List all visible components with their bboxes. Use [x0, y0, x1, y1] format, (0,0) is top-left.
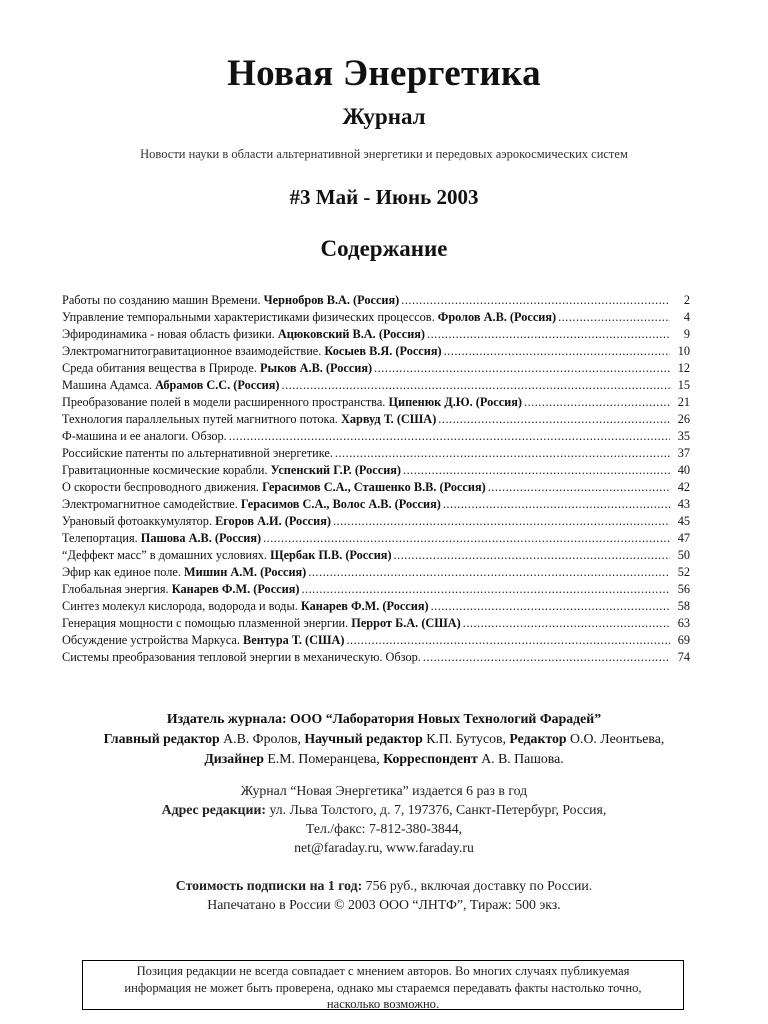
toc-article-author: Перрот Б.А. (США) — [351, 616, 461, 630]
toc-article-author: Успенский Г.Р. (Россия) — [270, 463, 402, 477]
toc-leader-dots — [308, 564, 670, 581]
toc-row[interactable] — [62, 564, 690, 581]
toc-article-title: Обсуждение устройства Маркуса. — [62, 633, 240, 647]
editor-label: Редактор — [509, 731, 567, 746]
toc-entry-text — [62, 547, 392, 564]
toc-row[interactable] — [62, 377, 690, 394]
toc-row[interactable] — [62, 360, 690, 377]
price-label: Стоимость подписки на 1 год: — [175, 878, 363, 893]
chief-editor-name: А.В. Фролов, — [223, 731, 301, 746]
toc-leader-dots — [463, 615, 670, 632]
toc-leader-dots — [444, 343, 670, 360]
subscription-info — [0, 876, 768, 914]
toc-article-author: Абрамов С.С. (Россия) — [155, 378, 280, 392]
toc-row[interactable] — [62, 632, 690, 649]
toc-article-title: Среда обитания вещества в Природе. — [62, 361, 257, 375]
price-line — [0, 876, 768, 895]
toc-entry-text — [62, 360, 372, 377]
toc-row[interactable] — [62, 530, 690, 547]
toc-article-title: “Деффект масс” в домашних условиях. — [62, 548, 268, 562]
toc-entry-text — [62, 598, 429, 615]
toc-entry-text — [62, 513, 331, 530]
toc-article-author: Егоров А.И. (Россия) — [215, 514, 331, 528]
toc-leader-dots — [282, 377, 671, 394]
toc-leader-dots — [438, 411, 670, 428]
publisher-line — [0, 709, 768, 729]
toc-leader-dots — [263, 530, 670, 547]
toc-leader-dots — [335, 445, 670, 462]
toc-entry-text — [62, 530, 261, 547]
toc-row[interactable] — [62, 445, 690, 462]
toc-article-author: Рыков А.В. (Россия) — [260, 361, 373, 375]
correspondent-name: А. В. Пашова. — [481, 751, 564, 766]
toc-entry-text — [62, 428, 227, 445]
toc-article-title: Синтез молекул кислорода, водорода и воды. — [62, 599, 298, 613]
toc-article-title: Эфиродинамика - новая область физики. — [62, 327, 275, 341]
toc-row[interactable] — [62, 547, 690, 564]
toc-page-number: 40 — [677, 463, 690, 477]
price-value: 756 руб., включая доставку по России. — [365, 878, 593, 893]
designer-name: Е.М. Померанцева, — [267, 751, 380, 766]
toc-row[interactable] — [62, 496, 690, 513]
toc-entry-text — [62, 445, 333, 462]
toc-article-title: Глобальная энергия. — [62, 582, 169, 596]
toc-page-number: 52 — [677, 565, 690, 579]
toc-row[interactable] — [62, 581, 690, 598]
frequency-line: Журнал “Новая Энергетика” издается 6 раз в год — [240, 783, 528, 798]
toc-leader-dots — [403, 462, 670, 479]
toc-article-title: Телепортация. — [62, 531, 138, 545]
journal-title: Новая Энергетика — [227, 53, 541, 94]
toc-article-title: Электромагнитогравитационное взаимодействие. — [62, 344, 322, 358]
journal-subtitle: Журнал — [342, 104, 426, 129]
toc-article-author: Вентура Т. (США) — [243, 633, 345, 647]
toc-row[interactable] — [62, 513, 690, 530]
toc-page-number: 42 — [677, 480, 690, 494]
toc-page-number: 58 — [677, 599, 690, 613]
toc-article-author: Чернобров В.А. (Россия) — [263, 293, 400, 307]
toc-row[interactable] — [62, 309, 690, 326]
toc-page-number: 21 — [677, 395, 690, 409]
staff-line — [0, 749, 768, 769]
toc-article-author: Мишин А.М. (Россия) — [184, 565, 307, 579]
printed-line: Напечатано в России © 2003 ООО “ЛНТФ”, Тираж: 500 экз. — [207, 897, 561, 912]
phone-line: Тел./факс: 7-812-380-3844, — [305, 821, 463, 836]
toc-article-title: Генерация мощности с помощью плазменной энергии. — [62, 616, 349, 630]
toc-row[interactable] — [62, 326, 690, 343]
toc-entry-text — [62, 615, 461, 632]
toc-leader-dots — [346, 632, 670, 649]
toc-row[interactable] — [62, 649, 690, 666]
toc-entry-text — [62, 649, 421, 666]
toc-row[interactable] — [62, 411, 690, 428]
toc-page-number: 4 — [683, 310, 690, 324]
toc-page-number: 15 — [677, 378, 690, 392]
toc-leader-dots — [427, 326, 670, 343]
chief-editor-label: Главный редактор — [103, 731, 220, 746]
toc-page-number: 12 — [677, 361, 690, 375]
toc-article-title: О скорости беспроводного движения. — [62, 480, 259, 494]
toc-leader-dots — [301, 581, 670, 598]
designer-label: Дизайнер — [204, 751, 264, 766]
toc-entry-text — [62, 581, 299, 598]
contents-heading: Содержание — [320, 236, 448, 261]
toc-leader-dots — [333, 513, 670, 530]
sci-editor-label: Научный редактор — [304, 731, 423, 746]
journal-tagline: Новости науки в области альтернативной энергетики и передовых аэрокосмических систем — [140, 147, 628, 161]
toc-page-number: 47 — [677, 531, 690, 545]
contacts-line[interactable]: net@faraday.ru, www.faraday.ru — [294, 840, 474, 855]
toc-article-title: Технология параллельных путей магнитного потока. — [62, 412, 338, 426]
disclaimer-box: Позиция редакции не всегда совпадает с мнением авторов. Во многих случаях публикуемая информация не может быть проверена, однако мы стараемся передавать факты настолько точно, насколько возможно. — [82, 960, 684, 1010]
address-text: ул. Льва Толстого, д. 7, 197376, Санкт-Петербург, Россия, — [269, 802, 607, 817]
toc-page-number: 37 — [677, 446, 690, 460]
toc-leader-dots — [431, 598, 670, 615]
address-label: Адрес редакции: — [161, 802, 266, 817]
toc-page-number: 69 — [677, 633, 690, 647]
toc-page-number: 45 — [677, 514, 690, 528]
toc-article-author: Герасимов С.А., Волос А.В. (Россия) — [240, 497, 441, 511]
sci-editor-name: К.П. Бутусов, — [426, 731, 506, 746]
toc-article-title: Работы по созданию машин Времени. — [62, 293, 261, 307]
toc-page-number: 35 — [677, 429, 690, 443]
toc-article-author: Герасимов С.А., Сташенко В.В. (Россия) — [262, 480, 486, 494]
editors-line — [0, 729, 768, 749]
toc-article-title: Урановый фотоаккумулятор. — [62, 514, 212, 528]
toc-entry-text — [62, 479, 486, 496]
toc-leader-dots — [394, 547, 670, 564]
toc-page-number: 74 — [677, 650, 690, 664]
publication-info — [0, 781, 768, 857]
toc-leader-dots — [374, 360, 670, 377]
toc-article-title: Эфир как единое поле. — [62, 565, 181, 579]
toc-article-title: Системы преобразования тепловой энергии в механическую. Обзор. — [62, 650, 421, 664]
toc-entry-text — [62, 292, 399, 309]
toc-leader-dots — [443, 496, 670, 513]
toc-entry-text — [62, 411, 436, 428]
toc-article-author: Ацюковский В.А. (Россия) — [277, 327, 426, 341]
toc-leader-dots — [488, 479, 670, 496]
credits-block — [0, 709, 768, 769]
toc-entry-text — [62, 343, 442, 360]
toc-leader-dots — [558, 309, 670, 326]
toc-article-title: Российские патенты по альтернативной энергетике. — [62, 446, 333, 460]
toc-page-number: 9 — [683, 327, 690, 341]
toc-article-author: Косыев В.Я. (Россия) — [324, 344, 442, 358]
toc-article-title: Ф-машина и ее аналоги. Обзор. — [62, 429, 227, 443]
toc-row[interactable] — [62, 479, 690, 496]
toc-page-number: 50 — [677, 548, 690, 562]
toc-article-author: Фролов А.В. (Россия) — [437, 310, 557, 324]
toc-entry-text — [62, 326, 425, 343]
toc-article-title: Преобразование полей в модели расширенного пространства. — [62, 395, 386, 409]
toc-entry-text — [62, 309, 556, 326]
editor-name: О.О. Леонтьева, — [570, 731, 665, 746]
issue-number: #3 Май - Июнь 2003 — [289, 185, 479, 209]
toc-leader-dots — [401, 292, 670, 309]
toc-leader-dots — [423, 649, 670, 666]
toc-article-title: Электромагнитное самодействие. — [62, 497, 238, 511]
table-of-contents — [62, 292, 690, 666]
toc-row[interactable] — [62, 394, 690, 411]
address-line — [0, 800, 768, 819]
toc-entry-text — [62, 632, 344, 649]
toc-row[interactable] — [62, 462, 690, 479]
toc-article-author: Канарев Ф.М. (Россия) — [300, 599, 429, 613]
toc-entry-text — [62, 377, 280, 394]
toc-page-number: 10 — [677, 344, 690, 358]
toc-article-author: Пашова А.В. (Россия) — [140, 531, 262, 545]
toc-article-title: Гравитационные космические корабли. — [62, 463, 268, 477]
toc-entry-text — [62, 394, 522, 411]
toc-leader-dots — [229, 428, 670, 445]
toc-article-author: Ципенюк Д.Ю. (Россия) — [388, 395, 522, 409]
toc-article-author: Щербак П.В. (Россия) — [270, 548, 392, 562]
toc-article-author: Канарев Ф.М. (Россия) — [171, 582, 300, 596]
toc-page-number: 63 — [677, 616, 690, 630]
toc-page-number: 2 — [683, 293, 690, 307]
toc-article-title: Машина Адамса. — [62, 378, 153, 392]
toc-page-number: 56 — [677, 582, 690, 596]
toc-row[interactable] — [62, 615, 690, 632]
toc-page-number: 43 — [677, 497, 690, 511]
toc-page-number: 26 — [677, 412, 690, 426]
toc-row[interactable] — [62, 598, 690, 615]
toc-row[interactable] — [62, 292, 690, 309]
toc-leader-dots — [524, 394, 670, 411]
toc-article-author: Харвуд Т. (США) — [340, 412, 437, 426]
toc-entry-text — [62, 496, 441, 513]
toc-row[interactable] — [62, 343, 690, 360]
toc-entry-text — [62, 564, 306, 581]
toc-row[interactable] — [62, 428, 690, 445]
publisher-text: Издатель журнала: ООО “Лаборатория Новых Технологий Фарадей” — [166, 711, 602, 726]
toc-entry-text — [62, 462, 401, 479]
correspondent-label: Корреспондент — [383, 751, 478, 766]
toc-article-title: Управление темпоральными характеристиками физических процессов. — [62, 310, 435, 324]
